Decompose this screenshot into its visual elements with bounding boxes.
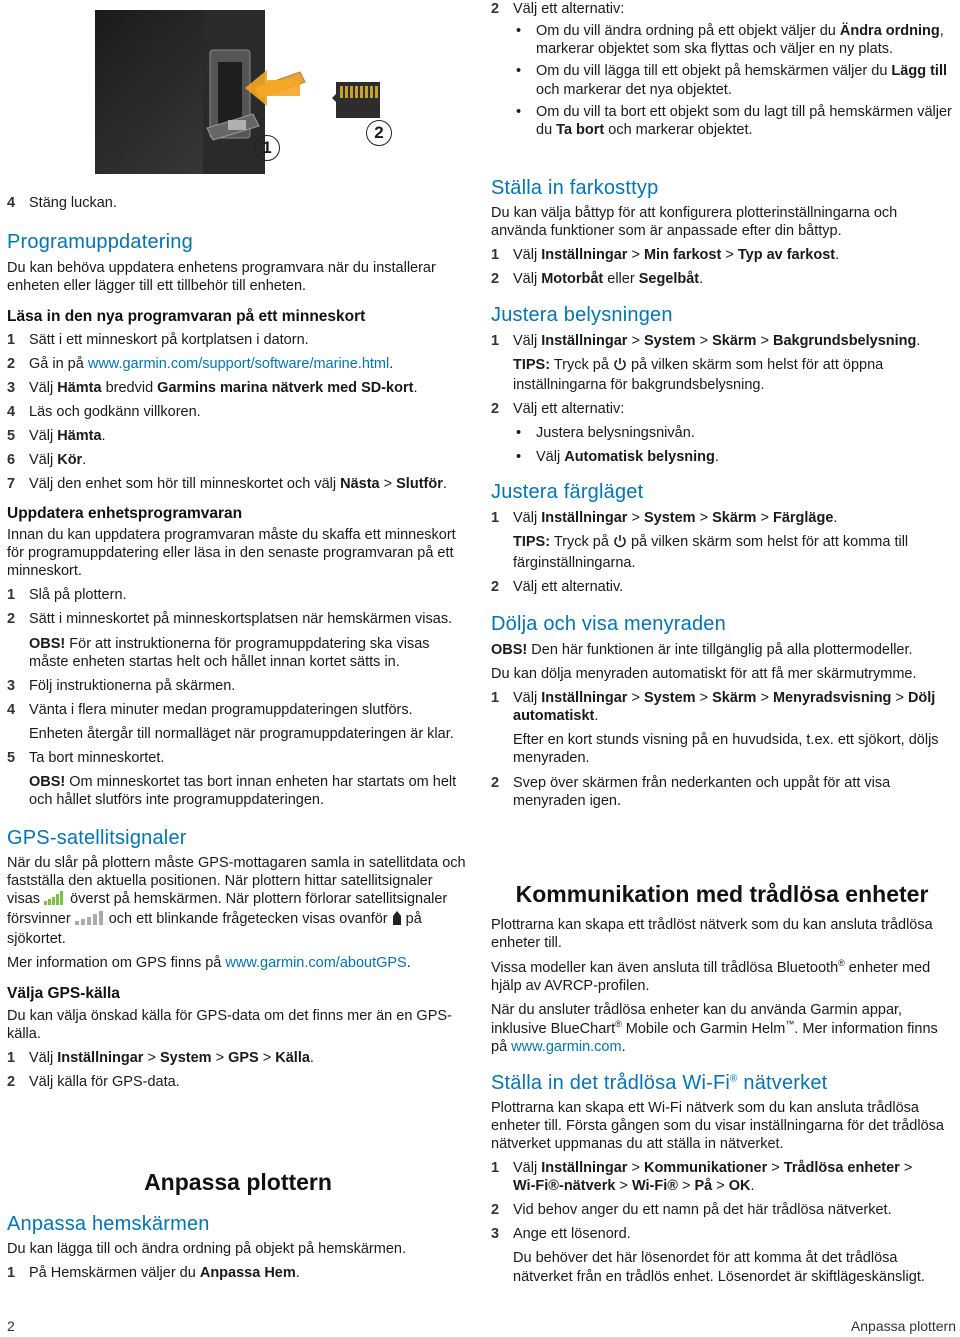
- wifi-step-2: 2 Vid behov anger du ett namn på det här trådlösa nätverket.: [491, 1202, 892, 1219]
- home-step-2: 2 Välj ett alternativ:: [491, 1, 625, 17]
- gps-more-info: Mer information om GPS finns på www.garmin.com/aboutGPS.: [7, 955, 411, 972]
- wireless-p2: Vissa modeller kan även ansluta till trådlösa Bluetooth® enheter med hjälp av AVRCP-profilen.: [491, 958, 931, 995]
- menu-step-1-note: Efter en kort stunds visning på en huvudsida, t.ex. ett sjökort, döljs menyraden.: [513, 732, 939, 767]
- section-title-vessel-type: Ställa in farkosttyp: [491, 177, 659, 199]
- chapter-title-customize: Anpassa plottern: [144, 1169, 332, 1195]
- load-step-6: 6 Välj Kör.: [7, 452, 87, 469]
- home-option-add: • Om du vill lägga till ett objekt på hemskärmen väljer du Lägg till och markerar det nya objektet.: [516, 63, 948, 98]
- wireless-p1: Plottrarna kan skapa ett trådlöst nätverk som du kan ansluta trådlösa enheter till.: [491, 917, 933, 952]
- power-icon: [613, 534, 627, 553]
- load-step-5: 5 Välj Hämta.: [7, 428, 106, 445]
- wifi-step-3: 3 Ange ett lösenord.: [491, 1226, 631, 1243]
- vessel-icon: [392, 911, 402, 930]
- gps-paragraph: När du slår på plottern måste GPS-mottagaren samla in satellitdata och fastställa den aktuella positionen. När plottern hittar satellitsignaler visas överst på hemskärmen. När plottern förlorar satellitsignaler försvinner och ett blinkande frågetecken visas ovanför på sjökortet.: [7, 854, 466, 947]
- wifi-intro: Plottrarna kan skapa ett Wi‑Fi nätverk som du kan ansluta trådlösa enheter till. Första gången som du visar inställningarna för det trådlösa nätverket uppmanas du att ställa in nätverket.: [491, 1099, 944, 1152]
- wifi-step-3-note: Du behöver det här lösenordet för att komma åt det trådlösa nätverket från en trådlös enhet. Lösenordet är skiftlägeskänsligt.: [513, 1250, 925, 1285]
- home-step-1: 1 På Hemskärmen väljer du Anpassa Hem.: [7, 1265, 300, 1282]
- load-step-2: 2 Gå in på www.garmin.com/support/software/marine.html.: [7, 355, 394, 372]
- update-step-3: 3 Följ instruktionerna på skärmen.: [7, 677, 236, 694]
- update-step-4-note: Enheten återgår till normalläget när programuppdateringen är klar.: [29, 726, 454, 742]
- home-screen-intro: Du kan lägga till och ändra ordning på objekt på hemskärmen.: [7, 1241, 406, 1257]
- callout-2: 2: [366, 120, 392, 146]
- update-step-5: 5 Ta bort minneskortet.: [7, 750, 165, 767]
- load-step-3: 3 Välj Hämta bredvid Garmins marina nätverk med SD-kort.: [7, 379, 418, 396]
- update-step-1: 1 Slå på plottern.: [7, 587, 127, 604]
- menu-bar-intro: Du kan dölja menyraden automatiskt för att få mer skärmutrymme.: [491, 665, 917, 682]
- vessel-type-intro: Du kan välja båttyp för att konfigurera plotterinställningarna och använda funktioner som är anpassade efter din båttyp.: [491, 205, 898, 240]
- device-illustration: [95, 10, 265, 174]
- section-title-gps: GPS-satellitsignaler: [7, 826, 187, 849]
- gps-source-step-2: 2 Välj källa för GPS-data.: [7, 1074, 180, 1090]
- callout-1: 1: [254, 135, 280, 161]
- chapter-title-wireless: Kommunikation med trådlösa enheter: [515, 881, 929, 907]
- color-tip: TIPS: Tryck på på vilken skärm som helst för att komma till färginställningarna.: [513, 534, 909, 571]
- update-note-1: OBS! För att instruktionerna för programuppdatering ska visas måste enheten startas helt och hållet innan kortet sätts in.: [29, 635, 430, 670]
- section-title-menu-bar: Dölja och visa menyraden: [491, 612, 726, 635]
- wifi-step-1: 1 Välj Inställningar > Kommunikationer > Trådlösa enheter > Wi‑Fi®-nätverk > Wi‑Fi® > På > OK.: [491, 1159, 913, 1195]
- vessel-step-1: 1 Välj Inställningar > Min farkost > Typ av farkost.: [491, 247, 840, 264]
- gps-source-intro: Du kan välja önskad källa för GPS-data om det finns mer än en GPS-källa.: [7, 1007, 452, 1042]
- color-step-2: 2 Välj ett alternativ.: [491, 578, 624, 595]
- menu-step-1: 1 Välj Inställningar > System > Skärm > Menyradsvisning > Dölj automatiskt.: [491, 690, 936, 725]
- gps-source-step-1: 1 Välj Inställningar > System > GPS > Källa.: [7, 1049, 314, 1066]
- section-title-backlight: Justera belysningen: [491, 303, 673, 326]
- menu-step-2: 2 Svep över skärmen från nederkanten och uppåt för att visa menyraden igen.: [491, 774, 891, 809]
- step-text: Stäng luckan.: [29, 195, 117, 211]
- home-option-reorder: • Om du vill ändra ordning på ett objekt väljer du Ändra ordning, markerar objektet som ska flyttas och väljer en ny plats.: [516, 23, 944, 58]
- step-number: 4: [7, 195, 16, 211]
- footer-section-title: Anpassa plottern: [850, 1318, 956, 1334]
- update-step-4: 4 Vänta i flera minuter medan programuppdateringen slutförs.: [7, 701, 413, 718]
- power-icon: [613, 357, 627, 376]
- update-note-2: OBS! Om minneskortet tas bort innan enheten har startats om helt och hållet slutförs inte programuppdateringen.: [29, 774, 457, 809]
- subsection-title-gps-source: Välja GPS-källa: [7, 985, 120, 1003]
- load-step-1: 1 Sätt i ett minneskort på kortplatsen i datorn.: [7, 331, 309, 348]
- vessel-step-2: 2 Välj Motorbåt eller Segelbåt.: [491, 271, 704, 288]
- garmin-about-gps-link[interactable]: www.garmin.com/aboutGPS: [225, 955, 407, 972]
- section-title-software-update: Programuppdatering: [7, 231, 193, 253]
- backlight-step-1: 1 Välj Inställningar > System > Skärm > Bakgrundsbelysning.: [491, 332, 921, 349]
- home-option-remove: • Om du vill ta bort ett objekt som du lagt till på hemskärmen väljer du Ta bort och markerar objektet.: [516, 103, 952, 138]
- menu-bar-note: OBS! Den här funktionen är inte tillgänglig på alla plottermodeller.: [491, 641, 913, 658]
- section-title-wifi: Ställa in det trådlösa Wi‑Fi® nätverket: [491, 1071, 828, 1094]
- load-step-7: 7 Välj den enhet som hör till minneskortet och välj Nästa > Slutför.: [7, 476, 447, 493]
- software-update-intro: Du kan behöva uppdatera enhetens programvara när du installerar enheten eller lägger till ett tillbehör till enheten.: [7, 260, 436, 295]
- backlight-option-adjust: • Justera belysningsnivån.: [516, 425, 695, 441]
- section-title-color-mode: Justera färgläget: [491, 481, 644, 504]
- backlight-option-auto: • Välj Automatisk belysning.: [516, 449, 719, 466]
- load-step-4: 4 Läs och godkänn villkoren.: [7, 404, 201, 420]
- satellite-signal-icon: [75, 911, 105, 930]
- subsection-title-load-software: Läsa in den nya programvaran på ett minneskort: [7, 308, 366, 326]
- section-title-home-screen: Anpassa hemskärmen: [7, 1213, 210, 1235]
- garmin-software-link[interactable]: www.garmin.com/support/software/marine.html: [87, 355, 390, 372]
- satellite-signal-icon: [44, 891, 66, 910]
- update-step-2: 2 Sätt i minneskortet på minneskortsplatsen när hemskärmen visas.: [7, 611, 453, 628]
- subsection-title-update-device: Uppdatera enhetsprogramvaran: [7, 504, 243, 522]
- wireless-p3: När du ansluter trådlösa enheter kan du använda Garmin appar, inklusive BlueChart® Mobile och Garmin Helm™. Mer information finns på www.garmin.com.: [491, 1002, 938, 1056]
- backlight-tip: TIPS: Tryck på på vilken skärm som helst för att öppna inställningarna för bakgrundsbelysning.: [513, 356, 884, 393]
- color-step-1: 1 Välj Inställningar > System > Skärm > Färgläge.: [491, 510, 838, 527]
- page-number: 2: [7, 1318, 15, 1334]
- update-device-intro: Innan du kan uppdatera programvaran måste du skaffa ett minneskort för programuppdatering eller läsa in den senaste programvaran på ett minneskort.: [7, 526, 456, 580]
- microsd-card-image: [332, 80, 384, 125]
- backlight-step-2: 2 Välj ett alternativ:: [491, 400, 625, 417]
- garmin-link[interactable]: www.garmin.com: [511, 1039, 622, 1056]
- step-close-cover: [7, 194, 491, 212]
